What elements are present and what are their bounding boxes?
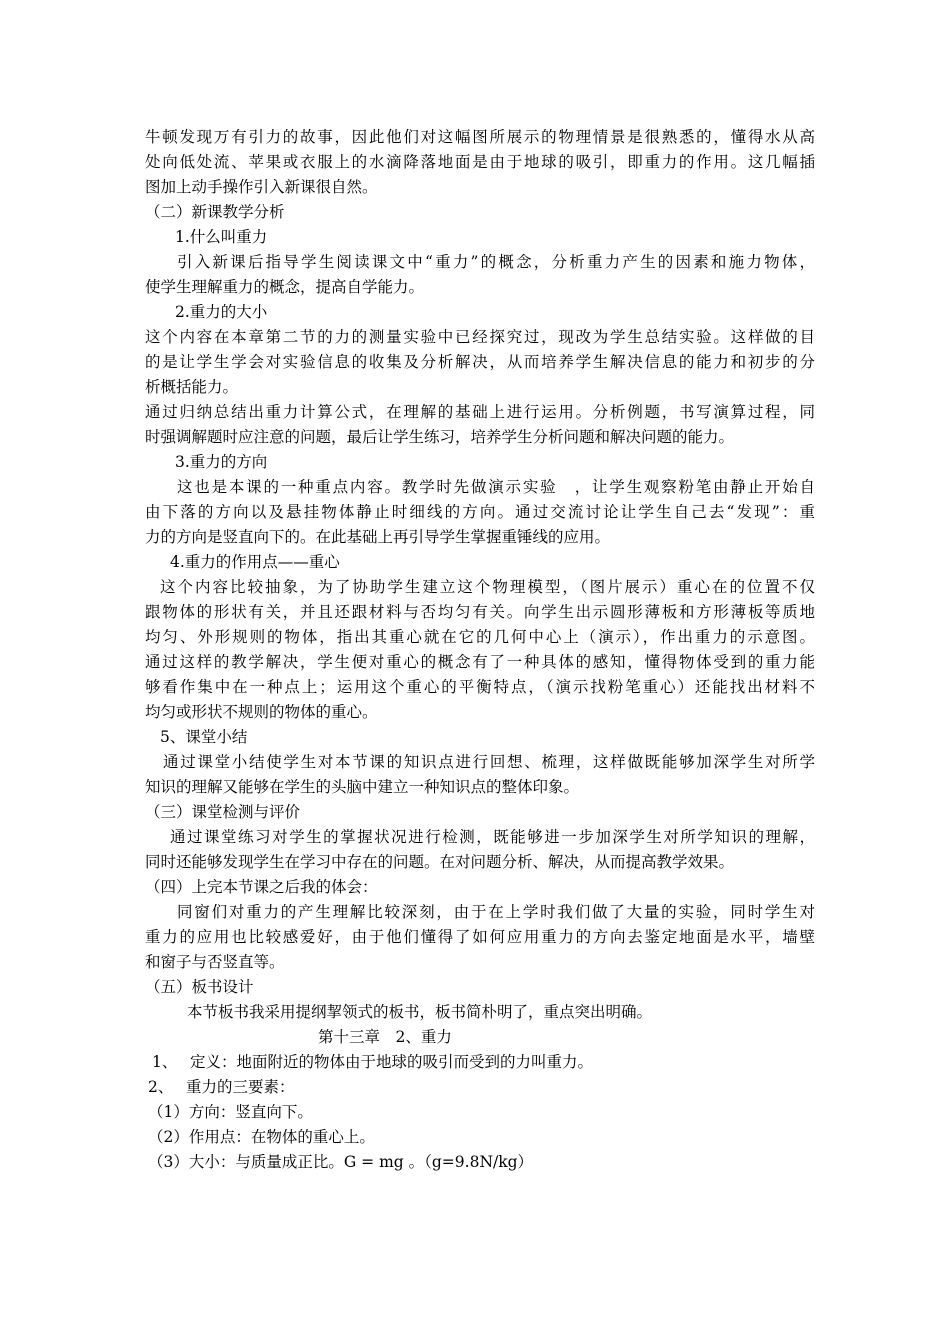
board-title: 第十三章 2、重力: [318, 1028, 452, 1046]
section-heading: （二）新课教学分析: [145, 203, 285, 221]
section-heading: （三）课堂检测与评价: [145, 803, 301, 821]
board-item: 2、 重力的三要素：: [148, 1078, 295, 1096]
paragraph-line: 牛顿发现万有引力的故事，因此他们对这幅图所展示的物理情景是很熟悉的，懂得水从高: [145, 128, 815, 146]
paragraph-line: 时强调解题时应注意的问题，最后让学生练习，培养学生分析问题和解决问题的能力。: [145, 428, 735, 446]
paragraph-line: 通过课堂小结使学生对本节课的知识点进行回想、梳理，这样做既能够加深学生对所学: [163, 753, 815, 771]
paragraph-line: 这个内容比较抽象，为了协助学生建立这个物理模型，（图片展示）重心在的位置不仅: [160, 578, 815, 596]
subsection-heading: 4.重力的作用点——重心: [170, 553, 340, 571]
paragraph-line: 由下落的方向以及悬挂物体静止时细线的方向。通过交流讨论让学生自己去“发现”：重: [145, 503, 815, 521]
subsection-heading: 5、课堂小结: [160, 728, 248, 746]
paragraph-line: 图加上动手操作引入新课很自然。: [145, 178, 378, 196]
paragraph-line: 通过归纳总结出重力计算公式，在理解的基础上进行运用。分析例题，书写演算过程，同: [145, 403, 815, 421]
paragraph-line: 这个内容在本章第二节的力的测量实验中已经探究过，现改为学生总结实验。这样做的目: [145, 328, 815, 346]
paragraph-line: 通过这样的教学解决，学生便对重心的概念有了一种具体的感知，懂得物体受到的重力能: [145, 653, 815, 671]
paragraph-line: 均匀、外形规则的物体，指出其重心就在它的几何中心上（演示），作出重力的示意图。: [145, 628, 815, 646]
board-item: （2）作用点：在物体的重心上。: [148, 1128, 375, 1146]
paragraph-line: 同时还能够发现学生在学习中存在的问题。在对问题分析、解决，从而提高教学效果。: [145, 853, 735, 871]
paragraph-line: 通过课堂练习对学生的掌握状况进行检测，既能够进一步加深学生对所学知识的理解，: [170, 828, 815, 846]
paragraph-line: 够看作集中在一种点上；运用这个重心的平衡特点，（演示找粉笔重心）还能找出材料不: [145, 678, 815, 696]
paragraph-line: 重力的应用也比较感爱好，由于他们懂得了如何应用重力的方向去鉴定地面是水平，墙壁: [145, 928, 815, 946]
section-heading: （五）板书设计: [145, 978, 254, 996]
board-item: （3）大小：与质量成正比。G = mg 。（g=9.8N/kg）: [148, 1153, 534, 1171]
paragraph-line: 知识的理解又能够在学生的头脑中建立一种知识点的整体印象。: [145, 778, 580, 796]
paragraph-line: 处向低处流、苹果或衣服上的水滴降落地面是由于地球的吸引，即重力的作用。这几幅插: [145, 153, 815, 171]
paragraph-line: 均匀或形状不规则的物体的重心。: [145, 703, 378, 721]
subsection-heading: 2.重力的大小: [175, 303, 268, 321]
paragraph-line: 使学生理解重力的概念，提高自学能力。: [145, 278, 425, 296]
section-heading: （四）上完本节课之后我的体会：: [145, 878, 378, 896]
paragraph-line: 本节板书我采用提纲挈领式的板书，板书简朴明了，重点突出明确。: [187, 1003, 653, 1021]
paragraph-line: 跟物体的形状有关，并且还跟材料与否均匀有关。向学生出示圆形薄板和方形薄板等质地: [145, 603, 815, 621]
paragraph-line: 的是让学生学会对实验信息的收集及分析解决，从而培养学生解决信息的能力和初步的分: [145, 353, 815, 371]
subsection-heading: 1.什么叫重力: [175, 228, 268, 246]
subsection-heading: 3.重力的方向: [175, 453, 268, 471]
board-item: （1）方向：竖直向下。: [148, 1103, 313, 1121]
paragraph-line: 同窗们对重力的产生理解比较深刻，由于在上学时我们做了大量的实验，同时学生对: [177, 903, 815, 921]
board-item: 1、 定义：地面附近的物体由于地球的吸引而受到的力叫重力。: [152, 1053, 594, 1071]
paragraph-line: 引入新课后指导学生阅读课文中“重力”的概念，分析重力产生的因素和施力物体，: [177, 253, 815, 271]
paragraph-line: 这也是本课的一种重点内容。教学时先做演示实验 ，让学生观察粉笔由静止开始自: [177, 478, 815, 496]
paragraph-line: 析概括能力。: [145, 378, 239, 396]
paragraph-line: 和窗子与否竖直等。: [145, 953, 285, 971]
paragraph-line: 力的方向是竖直向下的。在此基础上再引导学生掌握重锤线的应用。: [145, 528, 611, 546]
